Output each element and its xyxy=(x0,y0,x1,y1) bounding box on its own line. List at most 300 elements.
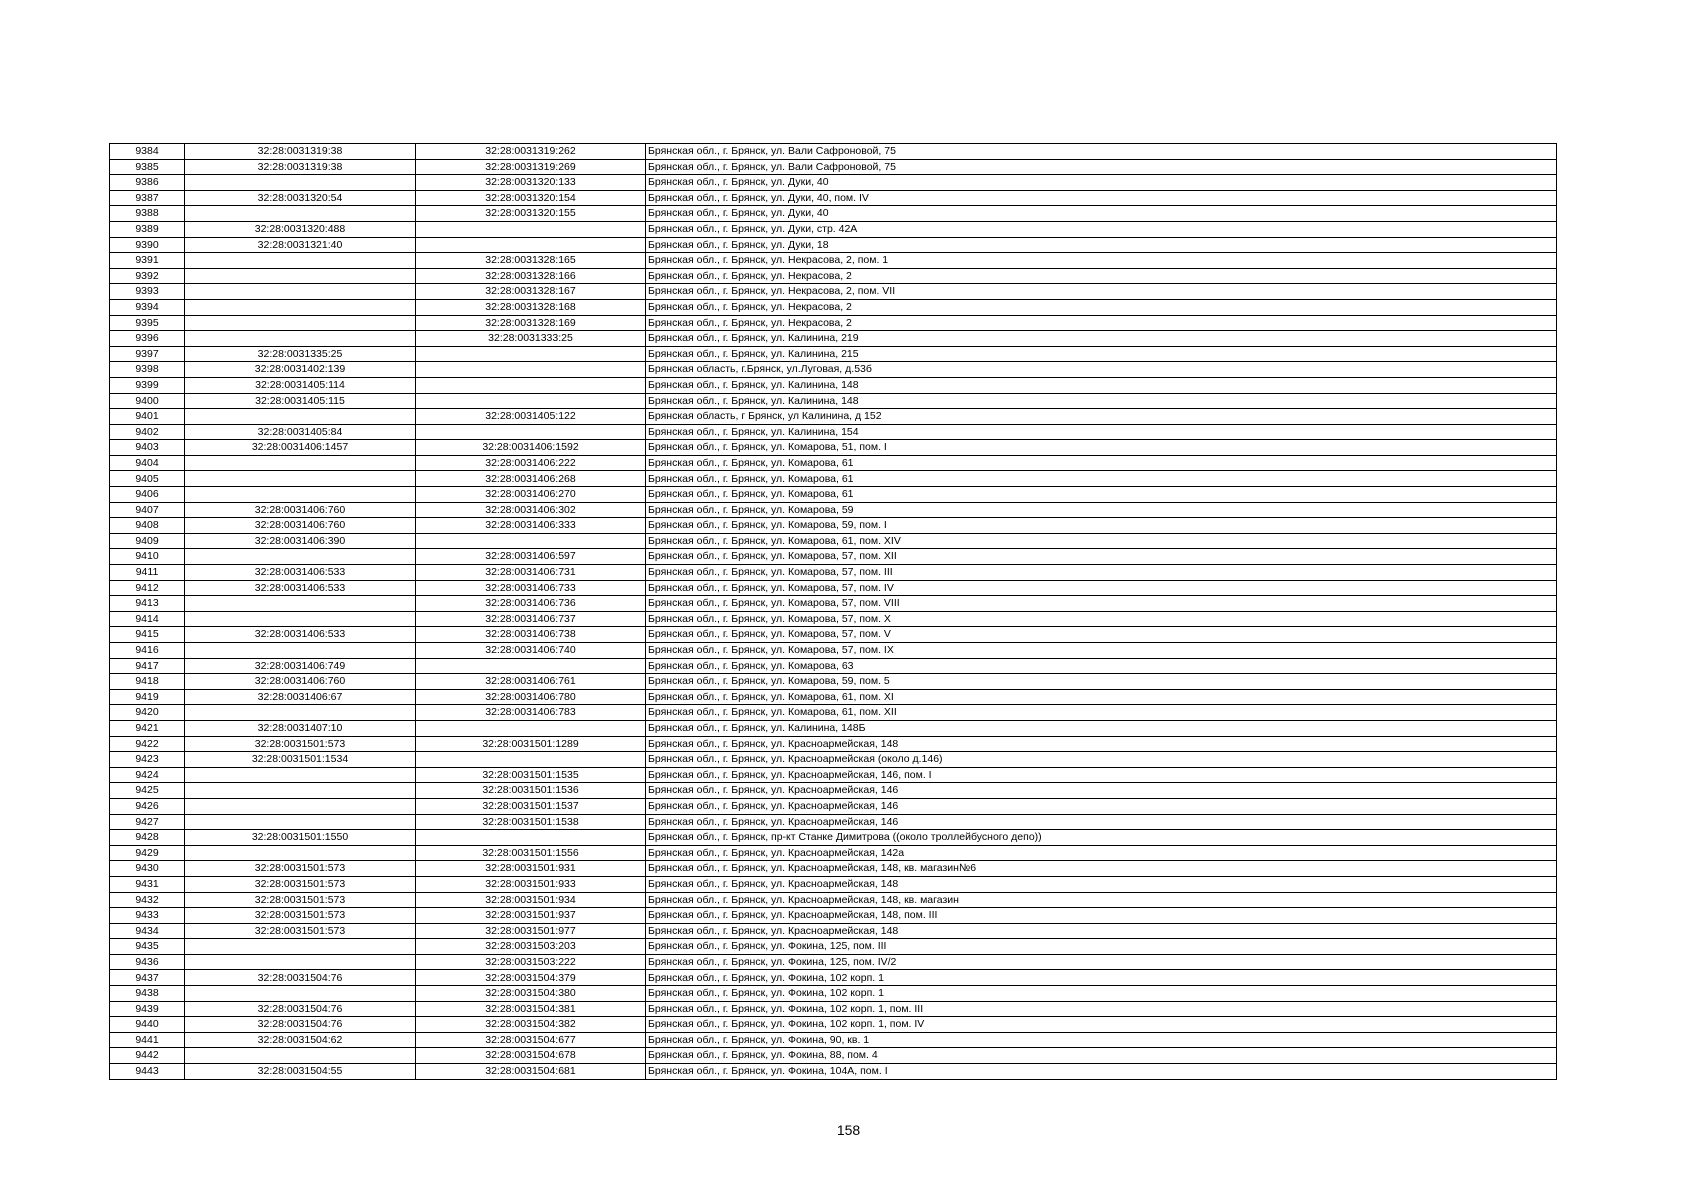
address-cell: Брянская обл., г. Брянск, ул. Вали Сафроновой, 75 xyxy=(646,144,1557,160)
object-cadastral-number-cell: 32:28:0031319:269 xyxy=(416,159,646,175)
address-cell: Брянская обл., г. Брянск, ул. Фокина, 125, пом. III xyxy=(646,939,1557,955)
table-row xyxy=(110,159,1557,175)
parcel-cadastral-number-cell xyxy=(185,487,416,503)
table-row xyxy=(110,268,1557,284)
table-row xyxy=(110,549,1557,565)
address-cell: Брянская обл., г. Брянск, ул. Красноармейская, 148 xyxy=(646,876,1557,892)
object-cadastral-number-cell: 32:28:0031501:1538 xyxy=(416,814,646,830)
row-number-cell: 9413 xyxy=(110,596,185,612)
row-number-cell: 9416 xyxy=(110,643,185,659)
address-cell: Брянская обл., г. Брянск, ул. Некрасова, 2 xyxy=(646,315,1557,331)
parcel-cadastral-number-cell xyxy=(185,596,416,612)
table-row xyxy=(110,393,1557,409)
object-cadastral-number-cell: 32:28:0031406:302 xyxy=(416,502,646,518)
object-cadastral-number-cell: 32:28:0031406:333 xyxy=(416,518,646,534)
address-cell: Брянская область, г Брянск, ул Калинина, д 152 xyxy=(646,409,1557,425)
row-number-cell: 9425 xyxy=(110,783,185,799)
object-cadastral-number-cell xyxy=(416,237,646,253)
address-cell: Брянская обл., г. Брянск, ул. Красноармейская, 148, кв. магазин№6 xyxy=(646,861,1557,877)
parcel-cadastral-number-cell xyxy=(185,954,416,970)
table-row xyxy=(110,643,1557,659)
object-cadastral-number-cell: 32:28:0031504:380 xyxy=(416,986,646,1002)
address-cell: Брянская обл., г. Брянск, ул. Красноармейская, 146 xyxy=(646,783,1557,799)
table-row xyxy=(110,471,1557,487)
address-cell: Брянская обл., г. Брянск, ул. Фокина, 90, кв. 1 xyxy=(646,1032,1557,1048)
row-number-cell: 9401 xyxy=(110,409,185,425)
parcel-cadastral-number-cell xyxy=(185,643,416,659)
row-number-cell: 9409 xyxy=(110,533,185,549)
row-number-cell: 9400 xyxy=(110,393,185,409)
address-cell: Брянская обл., г. Брянск, ул. Калинина, 215 xyxy=(646,346,1557,362)
parcel-cadastral-number-cell: 32:28:0031405:115 xyxy=(185,393,416,409)
parcel-cadastral-number-cell: 32:28:0031335:25 xyxy=(185,346,416,362)
object-cadastral-number-cell: 32:28:0031406:222 xyxy=(416,455,646,471)
object-cadastral-number-cell: 32:28:0031504:678 xyxy=(416,1048,646,1064)
row-number-cell: 9434 xyxy=(110,923,185,939)
row-number-cell: 9388 xyxy=(110,206,185,222)
row-number-cell: 9442 xyxy=(110,1048,185,1064)
table-row xyxy=(110,175,1557,191)
row-number-cell: 9391 xyxy=(110,253,185,269)
address-cell: Брянская обл., г. Брянск, ул. Дуки, стр. 42А xyxy=(646,221,1557,237)
table-row xyxy=(110,658,1557,674)
row-number-cell: 9412 xyxy=(110,580,185,596)
address-cell: Брянская обл., г. Брянск, ул. Фокина, 104А, пом. I xyxy=(646,1064,1557,1080)
address-cell: Брянская обл., г. Брянск, ул. Красноармейская, 148 xyxy=(646,923,1557,939)
address-cell: Брянская обл., г. Брянск, ул. Красноармейская, 148 xyxy=(646,736,1557,752)
parcel-cadastral-number-cell: 32:28:0031405:114 xyxy=(185,377,416,393)
parcel-cadastral-number-cell xyxy=(185,253,416,269)
parcel-cadastral-number-cell: 32:28:0031406:533 xyxy=(185,580,416,596)
row-number-cell: 9422 xyxy=(110,736,185,752)
object-cadastral-number-cell: 32:28:0031406:733 xyxy=(416,580,646,596)
object-cadastral-number-cell xyxy=(416,658,646,674)
address-cell: Брянская обл., г. Брянск, ул. Красноармейская, 142а xyxy=(646,845,1557,861)
row-number-cell: 9393 xyxy=(110,284,185,300)
object-cadastral-number-cell xyxy=(416,424,646,440)
object-cadastral-number-cell: 32:28:0031406:738 xyxy=(416,627,646,643)
parcel-cadastral-number-cell xyxy=(185,455,416,471)
parcel-cadastral-number-cell: 32:28:0031320:54 xyxy=(185,190,416,206)
table-row xyxy=(110,377,1557,393)
row-number-cell: 9440 xyxy=(110,1017,185,1033)
table-row xyxy=(110,502,1557,518)
table-row xyxy=(110,580,1557,596)
parcel-cadastral-number-cell xyxy=(185,206,416,222)
parcel-cadastral-number-cell xyxy=(185,845,416,861)
table-row xyxy=(110,284,1557,300)
object-cadastral-number-cell: 32:28:0031501:937 xyxy=(416,908,646,924)
address-cell: Брянская обл., г. Брянск, ул. Комарова, 61, пом. XIV xyxy=(646,533,1557,549)
table-row xyxy=(110,596,1557,612)
address-cell: Брянская обл., г. Брянск, ул. Калинина, 219 xyxy=(646,331,1557,347)
row-number-cell: 9402 xyxy=(110,424,185,440)
address-cell: Брянская обл., г. Брянск, ул. Дуки, 40 xyxy=(646,175,1557,191)
object-cadastral-number-cell: 32:28:0031406:783 xyxy=(416,705,646,721)
address-cell: Брянская обл., г. Брянск, ул. Комарова, 57, пом. III xyxy=(646,565,1557,581)
row-number-cell: 9436 xyxy=(110,954,185,970)
row-number-cell: 9421 xyxy=(110,720,185,736)
object-cadastral-number-cell: 32:28:0031501:1556 xyxy=(416,845,646,861)
address-cell: Брянская обл., г. Брянск, ул. Комарова, 59, пом. 5 xyxy=(646,674,1557,690)
table-row xyxy=(110,830,1557,846)
parcel-cadastral-number-cell: 32:28:0031406:749 xyxy=(185,658,416,674)
object-cadastral-number-cell: 32:28:0031328:168 xyxy=(416,299,646,315)
parcel-cadastral-number-cell xyxy=(185,331,416,347)
row-number-cell: 9392 xyxy=(110,268,185,284)
parcel-cadastral-number-cell: 32:28:0031406:760 xyxy=(185,518,416,534)
row-number-cell: 9395 xyxy=(110,315,185,331)
address-cell: Брянская обл., г. Брянск, ул. Некрасова, 2, пом. 1 xyxy=(646,253,1557,269)
table-row xyxy=(110,1032,1557,1048)
address-cell: Брянская обл., г. Брянск, ул. Комарова, 59 xyxy=(646,502,1557,518)
row-number-cell: 9403 xyxy=(110,440,185,456)
object-cadastral-number-cell: 32:28:0031328:167 xyxy=(416,284,646,300)
row-number-cell: 9407 xyxy=(110,502,185,518)
row-number-cell: 9405 xyxy=(110,471,185,487)
object-cadastral-number-cell: 32:28:0031501:934 xyxy=(416,892,646,908)
row-number-cell: 9441 xyxy=(110,1032,185,1048)
table-row xyxy=(110,362,1557,378)
parcel-cadastral-number-cell: 32:28:0031402:139 xyxy=(185,362,416,378)
table-row xyxy=(110,627,1557,643)
row-number-cell: 9398 xyxy=(110,362,185,378)
address-cell: Брянская обл., г. Брянск, ул. Красноармейская, 148, кв. магазин xyxy=(646,892,1557,908)
table-row xyxy=(110,939,1557,955)
address-cell: Брянская обл., г. Брянск, ул. Комарова, 57, пом. IV xyxy=(646,580,1557,596)
parcel-cadastral-number-cell: 32:28:0031406:533 xyxy=(185,627,416,643)
parcel-cadastral-number-cell: 32:28:0031319:38 xyxy=(185,159,416,175)
row-number-cell: 9384 xyxy=(110,144,185,160)
table-row xyxy=(110,221,1557,237)
address-cell: Брянская обл., г. Брянск, ул. Комарова, 61 xyxy=(646,455,1557,471)
table-row xyxy=(110,705,1557,721)
table-row xyxy=(110,455,1557,471)
address-cell: Брянская обл., г. Брянск, ул. Комарова, 61, пом. XII xyxy=(646,705,1557,721)
table-row xyxy=(110,440,1557,456)
address-cell: Брянская обл., г. Брянск, ул. Красноармейская (около д.146) xyxy=(646,752,1557,768)
parcel-cadastral-number-cell: 32:28:0031501:1550 xyxy=(185,830,416,846)
object-cadastral-number-cell: 32:28:0031406:1592 xyxy=(416,440,646,456)
row-number-cell: 9404 xyxy=(110,455,185,471)
object-cadastral-number-cell xyxy=(416,830,646,846)
parcel-cadastral-number-cell xyxy=(185,409,416,425)
address-cell: Брянская обл., г. Брянск, ул. Вали Сафроновой, 75 xyxy=(646,159,1557,175)
address-cell: Брянская обл., г. Брянск, ул. Комарова, 57, пом. XII xyxy=(646,549,1557,565)
row-number-cell: 9427 xyxy=(110,814,185,830)
table-row xyxy=(110,206,1557,222)
parcel-cadastral-number-cell xyxy=(185,1048,416,1064)
table-row xyxy=(110,736,1557,752)
table-row xyxy=(110,409,1557,425)
parcel-cadastral-number-cell xyxy=(185,549,416,565)
parcel-cadastral-number-cell: 32:28:0031406:533 xyxy=(185,565,416,581)
table-row xyxy=(110,346,1557,362)
table-row xyxy=(110,767,1557,783)
object-cadastral-number-cell: 32:28:0031320:133 xyxy=(416,175,646,191)
address-cell: Брянская обл., г. Брянск, ул. Калинина, 148 xyxy=(646,393,1557,409)
address-cell: Брянская обл., г. Брянск, ул. Комарова, 57, пом. V xyxy=(646,627,1557,643)
parcel-cadastral-number-cell: 32:28:0031406:67 xyxy=(185,689,416,705)
address-cell: Брянская обл., г. Брянск, ул. Комарова, 61, пом. XI xyxy=(646,689,1557,705)
address-cell: Брянская обл., г. Брянск, ул. Калинина, 148 xyxy=(646,377,1557,393)
address-cell: Брянская обл., г. Брянск, ул. Некрасова, 2 xyxy=(646,268,1557,284)
parcel-cadastral-number-cell: 32:28:0031501:573 xyxy=(185,908,416,924)
table-row xyxy=(110,144,1557,160)
row-number-cell: 9387 xyxy=(110,190,185,206)
object-cadastral-number-cell: 32:28:0031406:268 xyxy=(416,471,646,487)
table-row xyxy=(110,1001,1557,1017)
object-cadastral-number-cell xyxy=(416,752,646,768)
row-number-cell: 9435 xyxy=(110,939,185,955)
parcel-cadastral-number-cell: 32:28:0031504:76 xyxy=(185,970,416,986)
address-cell: Брянская обл., г. Брянск, ул. Комарова, 57, пом. IX xyxy=(646,643,1557,659)
object-cadastral-number-cell xyxy=(416,362,646,378)
row-number-cell: 9420 xyxy=(110,705,185,721)
address-cell: Брянская обл., г. Брянск, ул. Комарова, 63 xyxy=(646,658,1557,674)
parcel-cadastral-number-cell: 32:28:0031406:760 xyxy=(185,502,416,518)
parcel-cadastral-number-cell: 32:28:0031406:390 xyxy=(185,533,416,549)
table-row xyxy=(110,814,1557,830)
table-row xyxy=(110,861,1557,877)
address-cell: Брянская обл., г. Брянск, ул. Фокина, 102 корп. 1 xyxy=(646,970,1557,986)
address-cell: Брянская обл., г. Брянск, пр-кт Станке Димитрова ((около троллейбусного депо)) xyxy=(646,830,1557,846)
object-cadastral-number-cell: 32:28:0031406:761 xyxy=(416,674,646,690)
object-cadastral-number-cell xyxy=(416,393,646,409)
row-number-cell: 9410 xyxy=(110,549,185,565)
object-cadastral-number-cell: 32:28:0031319:262 xyxy=(416,144,646,160)
object-cadastral-number-cell xyxy=(416,533,646,549)
address-cell: Брянская обл., г. Брянск, ул. Комарова, 57, пом. X xyxy=(646,611,1557,627)
parcel-cadastral-number-cell xyxy=(185,284,416,300)
parcel-cadastral-number-cell xyxy=(185,471,416,487)
object-cadastral-number-cell: 32:28:0031406:731 xyxy=(416,565,646,581)
address-cell: Брянская обл., г. Брянск, ул. Комарова, 61 xyxy=(646,471,1557,487)
table-row xyxy=(110,752,1557,768)
object-cadastral-number-cell: 32:28:0031406:270 xyxy=(416,487,646,503)
parcel-cadastral-number-cell: 32:28:0031406:1457 xyxy=(185,440,416,456)
address-cell: Брянская обл., г. Брянск, ул. Дуки, 18 xyxy=(646,237,1557,253)
address-cell: Брянская обл., г. Брянск, ул. Комарова, 51, пом. I xyxy=(646,440,1557,456)
object-cadastral-number-cell: 32:28:0031328:166 xyxy=(416,268,646,284)
parcel-cadastral-number-cell xyxy=(185,268,416,284)
table-row xyxy=(110,876,1557,892)
object-cadastral-number-cell: 32:28:0031406:780 xyxy=(416,689,646,705)
table-row xyxy=(110,487,1557,503)
address-cell: Брянская обл., г. Брянск, ул. Калинина, 154 xyxy=(646,424,1557,440)
address-cell: Брянская обл., г. Брянск, ул. Фокина, 88, пом. 4 xyxy=(646,1048,1557,1064)
row-number-cell: 9431 xyxy=(110,876,185,892)
parcel-cadastral-number-cell: 32:28:0031319:38 xyxy=(185,144,416,160)
parcel-cadastral-number-cell xyxy=(185,986,416,1002)
parcel-cadastral-number-cell xyxy=(185,175,416,191)
table-row xyxy=(110,970,1557,986)
table-row xyxy=(110,253,1557,269)
row-number-cell: 9437 xyxy=(110,970,185,986)
address-cell: Брянская обл., г. Брянск, ул. Некрасова, 2, пом. VII xyxy=(646,284,1557,300)
object-cadastral-number-cell: 32:28:0031504:681 xyxy=(416,1064,646,1080)
address-cell: Брянская обл., г. Брянск, ул. Красноармейская, 146, пом. I xyxy=(646,767,1557,783)
parcel-cadastral-number-cell: 32:28:0031407:10 xyxy=(185,720,416,736)
address-cell: Брянская обл., г. Брянск, ул. Фокина, 102 корп. 1, пом. III xyxy=(646,1001,1557,1017)
table-row xyxy=(110,674,1557,690)
row-number-cell: 9399 xyxy=(110,377,185,393)
parcel-cadastral-number-cell: 32:28:0031321:40 xyxy=(185,237,416,253)
object-cadastral-number-cell: 32:28:0031320:154 xyxy=(416,190,646,206)
parcel-cadastral-number-cell xyxy=(185,611,416,627)
row-number-cell: 9433 xyxy=(110,908,185,924)
parcel-cadastral-number-cell xyxy=(185,814,416,830)
address-cell: Брянская обл., г. Брянск, ул. Красноармейская, 148, пом. III xyxy=(646,908,1557,924)
table-row xyxy=(110,533,1557,549)
parcel-cadastral-number-cell: 32:28:0031504:55 xyxy=(185,1064,416,1080)
table-row xyxy=(110,237,1557,253)
row-number-cell: 9415 xyxy=(110,627,185,643)
object-cadastral-number-cell: 32:28:0031501:1536 xyxy=(416,783,646,799)
parcel-cadastral-number-cell: 32:28:0031501:573 xyxy=(185,892,416,908)
address-cell: Брянская обл., г. Брянск, ул. Фокина, 102 корп. 1 xyxy=(646,986,1557,1002)
object-cadastral-number-cell: 32:28:0031406:597 xyxy=(416,549,646,565)
table-row xyxy=(110,798,1557,814)
parcel-cadastral-number-cell xyxy=(185,315,416,331)
address-cell: Брянская обл., г. Брянск, ул. Красноармейская, 146 xyxy=(646,814,1557,830)
parcel-cadastral-number-cell xyxy=(185,705,416,721)
table-row xyxy=(110,954,1557,970)
object-cadastral-number-cell: 32:28:0031328:169 xyxy=(416,315,646,331)
object-cadastral-number-cell: 32:28:0031501:977 xyxy=(416,923,646,939)
parcel-cadastral-number-cell xyxy=(185,767,416,783)
row-number-cell: 9429 xyxy=(110,845,185,861)
object-cadastral-number-cell xyxy=(416,720,646,736)
row-number-cell: 9394 xyxy=(110,299,185,315)
table-row xyxy=(110,190,1557,206)
object-cadastral-number-cell: 32:28:0031501:1537 xyxy=(416,798,646,814)
object-cadastral-number-cell: 32:28:0031501:1535 xyxy=(416,767,646,783)
address-cell: Брянская обл., г. Брянск, ул. Калинина, 148Б xyxy=(646,720,1557,736)
parcel-cadastral-number-cell: 32:28:0031320:488 xyxy=(185,221,416,237)
table-row xyxy=(110,845,1557,861)
table-row xyxy=(110,689,1557,705)
address-cell: Брянская область, г.Брянск, ул.Луговая, д.53б xyxy=(646,362,1557,378)
table-row xyxy=(110,720,1557,736)
row-number-cell: 9423 xyxy=(110,752,185,768)
object-cadastral-number-cell: 32:28:0031503:222 xyxy=(416,954,646,970)
address-cell: Брянская обл., г. Брянск, ул. Комарова, 59, пом. I xyxy=(646,518,1557,534)
object-cadastral-number-cell xyxy=(416,346,646,362)
parcel-cadastral-number-cell xyxy=(185,939,416,955)
table-row xyxy=(110,1064,1557,1080)
row-number-cell: 9386 xyxy=(110,175,185,191)
parcel-cadastral-number-cell: 32:28:0031504:62 xyxy=(185,1032,416,1048)
table-row xyxy=(110,783,1557,799)
object-cadastral-number-cell xyxy=(416,221,646,237)
object-cadastral-number-cell: 32:28:0031405:122 xyxy=(416,409,646,425)
table-row xyxy=(110,923,1557,939)
table-row xyxy=(110,908,1557,924)
table-row xyxy=(110,565,1557,581)
row-number-cell: 9397 xyxy=(110,346,185,362)
address-cell: Брянская обл., г. Брянск, ул. Дуки, 40, пом. IV xyxy=(646,190,1557,206)
cadastral-table xyxy=(109,143,1557,1080)
row-number-cell: 9443 xyxy=(110,1064,185,1080)
object-cadastral-number-cell: 32:28:0031504:382 xyxy=(416,1017,646,1033)
row-number-cell: 9432 xyxy=(110,892,185,908)
parcel-cadastral-number-cell xyxy=(185,299,416,315)
table-row xyxy=(110,1048,1557,1064)
parcel-cadastral-number-cell: 32:28:0031501:1534 xyxy=(185,752,416,768)
address-cell: Брянская обл., г. Брянск, ул. Дуки, 40 xyxy=(646,206,1557,222)
object-cadastral-number-cell: 32:28:0031501:933 xyxy=(416,876,646,892)
parcel-cadastral-number-cell: 32:28:0031501:573 xyxy=(185,923,416,939)
row-number-cell: 9418 xyxy=(110,674,185,690)
parcel-cadastral-number-cell: 32:28:0031405:84 xyxy=(185,424,416,440)
table-body xyxy=(110,144,1557,1080)
row-number-cell: 9389 xyxy=(110,221,185,237)
row-number-cell: 9428 xyxy=(110,830,185,846)
table-row xyxy=(110,424,1557,440)
row-number-cell: 9408 xyxy=(110,518,185,534)
object-cadastral-number-cell: 32:28:0031504:677 xyxy=(416,1032,646,1048)
object-cadastral-number-cell: 32:28:0031501:1289 xyxy=(416,736,646,752)
address-cell: Брянская обл., г. Брянск, ул. Некрасова, 2 xyxy=(646,299,1557,315)
parcel-cadastral-number-cell: 32:28:0031504:76 xyxy=(185,1001,416,1017)
object-cadastral-number-cell: 32:28:0031333:25 xyxy=(416,331,646,347)
address-cell: Брянская обл., г. Брянск, ул. Комарова, 61 xyxy=(646,487,1557,503)
row-number-cell: 9430 xyxy=(110,861,185,877)
object-cadastral-number-cell: 32:28:0031328:165 xyxy=(416,253,646,269)
object-cadastral-number-cell: 32:28:0031406:737 xyxy=(416,611,646,627)
parcel-cadastral-number-cell: 32:28:0031501:573 xyxy=(185,876,416,892)
table-row xyxy=(110,518,1557,534)
table-row xyxy=(110,611,1557,627)
row-number-cell: 9414 xyxy=(110,611,185,627)
row-number-cell: 9390 xyxy=(110,237,185,253)
address-cell: Брянская обл., г. Брянск, ул. Фокина, 125, пом. IV/2 xyxy=(646,954,1557,970)
page-number: 158 xyxy=(836,1122,861,1138)
parcel-cadastral-number-cell: 32:28:0031504:76 xyxy=(185,1017,416,1033)
table-row xyxy=(110,331,1557,347)
row-number-cell: 9438 xyxy=(110,986,185,1002)
object-cadastral-number-cell: 32:28:0031503:203 xyxy=(416,939,646,955)
row-number-cell: 9411 xyxy=(110,565,185,581)
address-cell: Брянская обл., г. Брянск, ул. Красноармейская, 146 xyxy=(646,798,1557,814)
table-row xyxy=(110,892,1557,908)
object-cadastral-number-cell: 32:28:0031320:155 xyxy=(416,206,646,222)
row-number-cell: 9406 xyxy=(110,487,185,503)
object-cadastral-number-cell: 32:28:0031504:381 xyxy=(416,1001,646,1017)
parcel-cadastral-number-cell: 32:28:0031406:760 xyxy=(185,674,416,690)
parcel-cadastral-number-cell: 32:28:0031501:573 xyxy=(185,736,416,752)
object-cadastral-number-cell: 32:28:0031501:931 xyxy=(416,861,646,877)
table-row xyxy=(110,315,1557,331)
row-number-cell: 9424 xyxy=(110,767,185,783)
row-number-cell: 9426 xyxy=(110,798,185,814)
object-cadastral-number-cell xyxy=(416,377,646,393)
table-row xyxy=(110,299,1557,315)
row-number-cell: 9385 xyxy=(110,159,185,175)
address-cell: Брянская обл., г. Брянск, ул. Фокина, 102 корп. 1, пом. IV xyxy=(646,1017,1557,1033)
parcel-cadastral-number-cell xyxy=(185,783,416,799)
address-cell: Брянская обл., г. Брянск, ул. Комарова, 57, пом. VIII xyxy=(646,596,1557,612)
parcel-cadastral-number-cell: 32:28:0031501:573 xyxy=(185,861,416,877)
row-number-cell: 9396 xyxy=(110,331,185,347)
object-cadastral-number-cell: 32:28:0031406:736 xyxy=(416,596,646,612)
parcel-cadastral-number-cell xyxy=(185,798,416,814)
table-row xyxy=(110,1017,1557,1033)
row-number-cell: 9439 xyxy=(110,1001,185,1017)
row-number-cell: 9419 xyxy=(110,689,185,705)
table-row xyxy=(110,986,1557,1002)
